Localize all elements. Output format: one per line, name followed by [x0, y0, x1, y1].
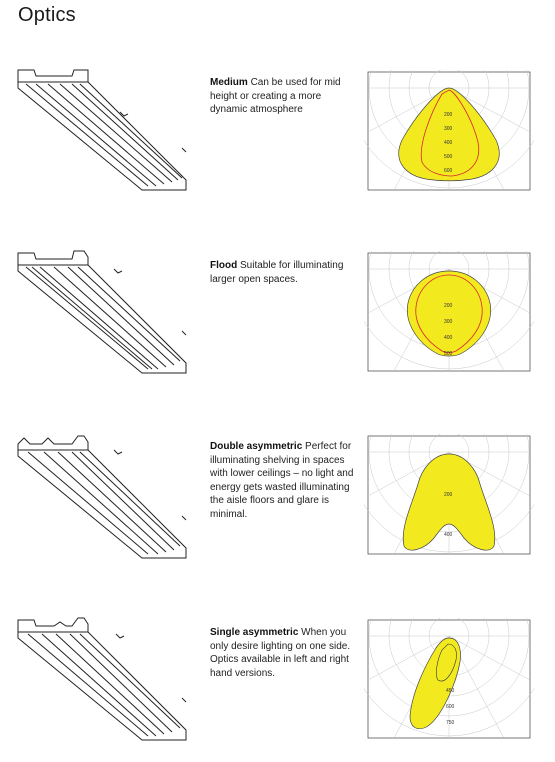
page-title: Optics	[18, 4, 76, 26]
intensity-label: 600	[444, 168, 453, 174]
optic-text-flood: Suitable for illuminating larger open spaces.	[210, 260, 344, 285]
intensity-label: 500	[444, 351, 453, 357]
optic-name-medium: Medium	[210, 77, 248, 88]
optic-name-single-asymmetric: Single asymmetric	[210, 627, 299, 638]
fixture-drawing-single-asymmetric	[14, 612, 189, 747]
polar-diagram-flood	[364, 251, 534, 381]
fixture-drawing-medium	[14, 62, 189, 197]
intensity-label: 200	[444, 303, 453, 309]
optic-row-flood	[0, 245, 555, 395]
optic-row-double-asymmetric	[0, 430, 555, 580]
polar-diagram-double-asymmetric	[364, 434, 534, 564]
optic-name-flood: Flood	[210, 260, 238, 271]
intensity-label: 400	[444, 532, 453, 538]
intensity-label: 200	[444, 112, 453, 118]
intensity-label: 300	[444, 319, 453, 325]
intensity-label: 450	[446, 688, 455, 694]
description-double-asymmetric	[210, 440, 358, 521]
description-single-asymmetric	[210, 626, 358, 680]
polar-diagram-single-asymmetric	[364, 618, 534, 748]
intensity-label: 400	[444, 335, 453, 341]
intensity-label: 600	[446, 704, 455, 710]
description-medium	[210, 76, 358, 117]
intensity-label: 200	[444, 492, 453, 498]
optic-text-single-asymmetric: When you only desire lighting on one side. Optics available in left and right hand versions.	[210, 627, 351, 679]
optic-text-medium: Can be used for mid height or creating a more dynamic atmosphere	[210, 77, 341, 115]
description-flood	[210, 259, 358, 286]
fixture-drawing-flood	[14, 245, 189, 380]
optic-row-medium	[0, 62, 555, 212]
optic-row-single-asymmetric	[0, 612, 555, 762]
fixture-drawing-double-asymmetric	[14, 430, 189, 565]
intensity-label: 500	[444, 154, 453, 160]
optic-text-double-asymmetric: Perfect for illuminating shelving in spaces with lower ceilings – no light and energy gets wasted illuminating the aisle floors and glare is minimal.	[210, 441, 354, 520]
intensity-label: 750	[446, 720, 455, 726]
optic-name-double-asymmetric: Double asymmetric	[210, 441, 303, 452]
intensity-label: 300	[444, 126, 453, 132]
intensity-label: 400	[444, 140, 453, 146]
polar-diagram-medium	[364, 70, 534, 200]
